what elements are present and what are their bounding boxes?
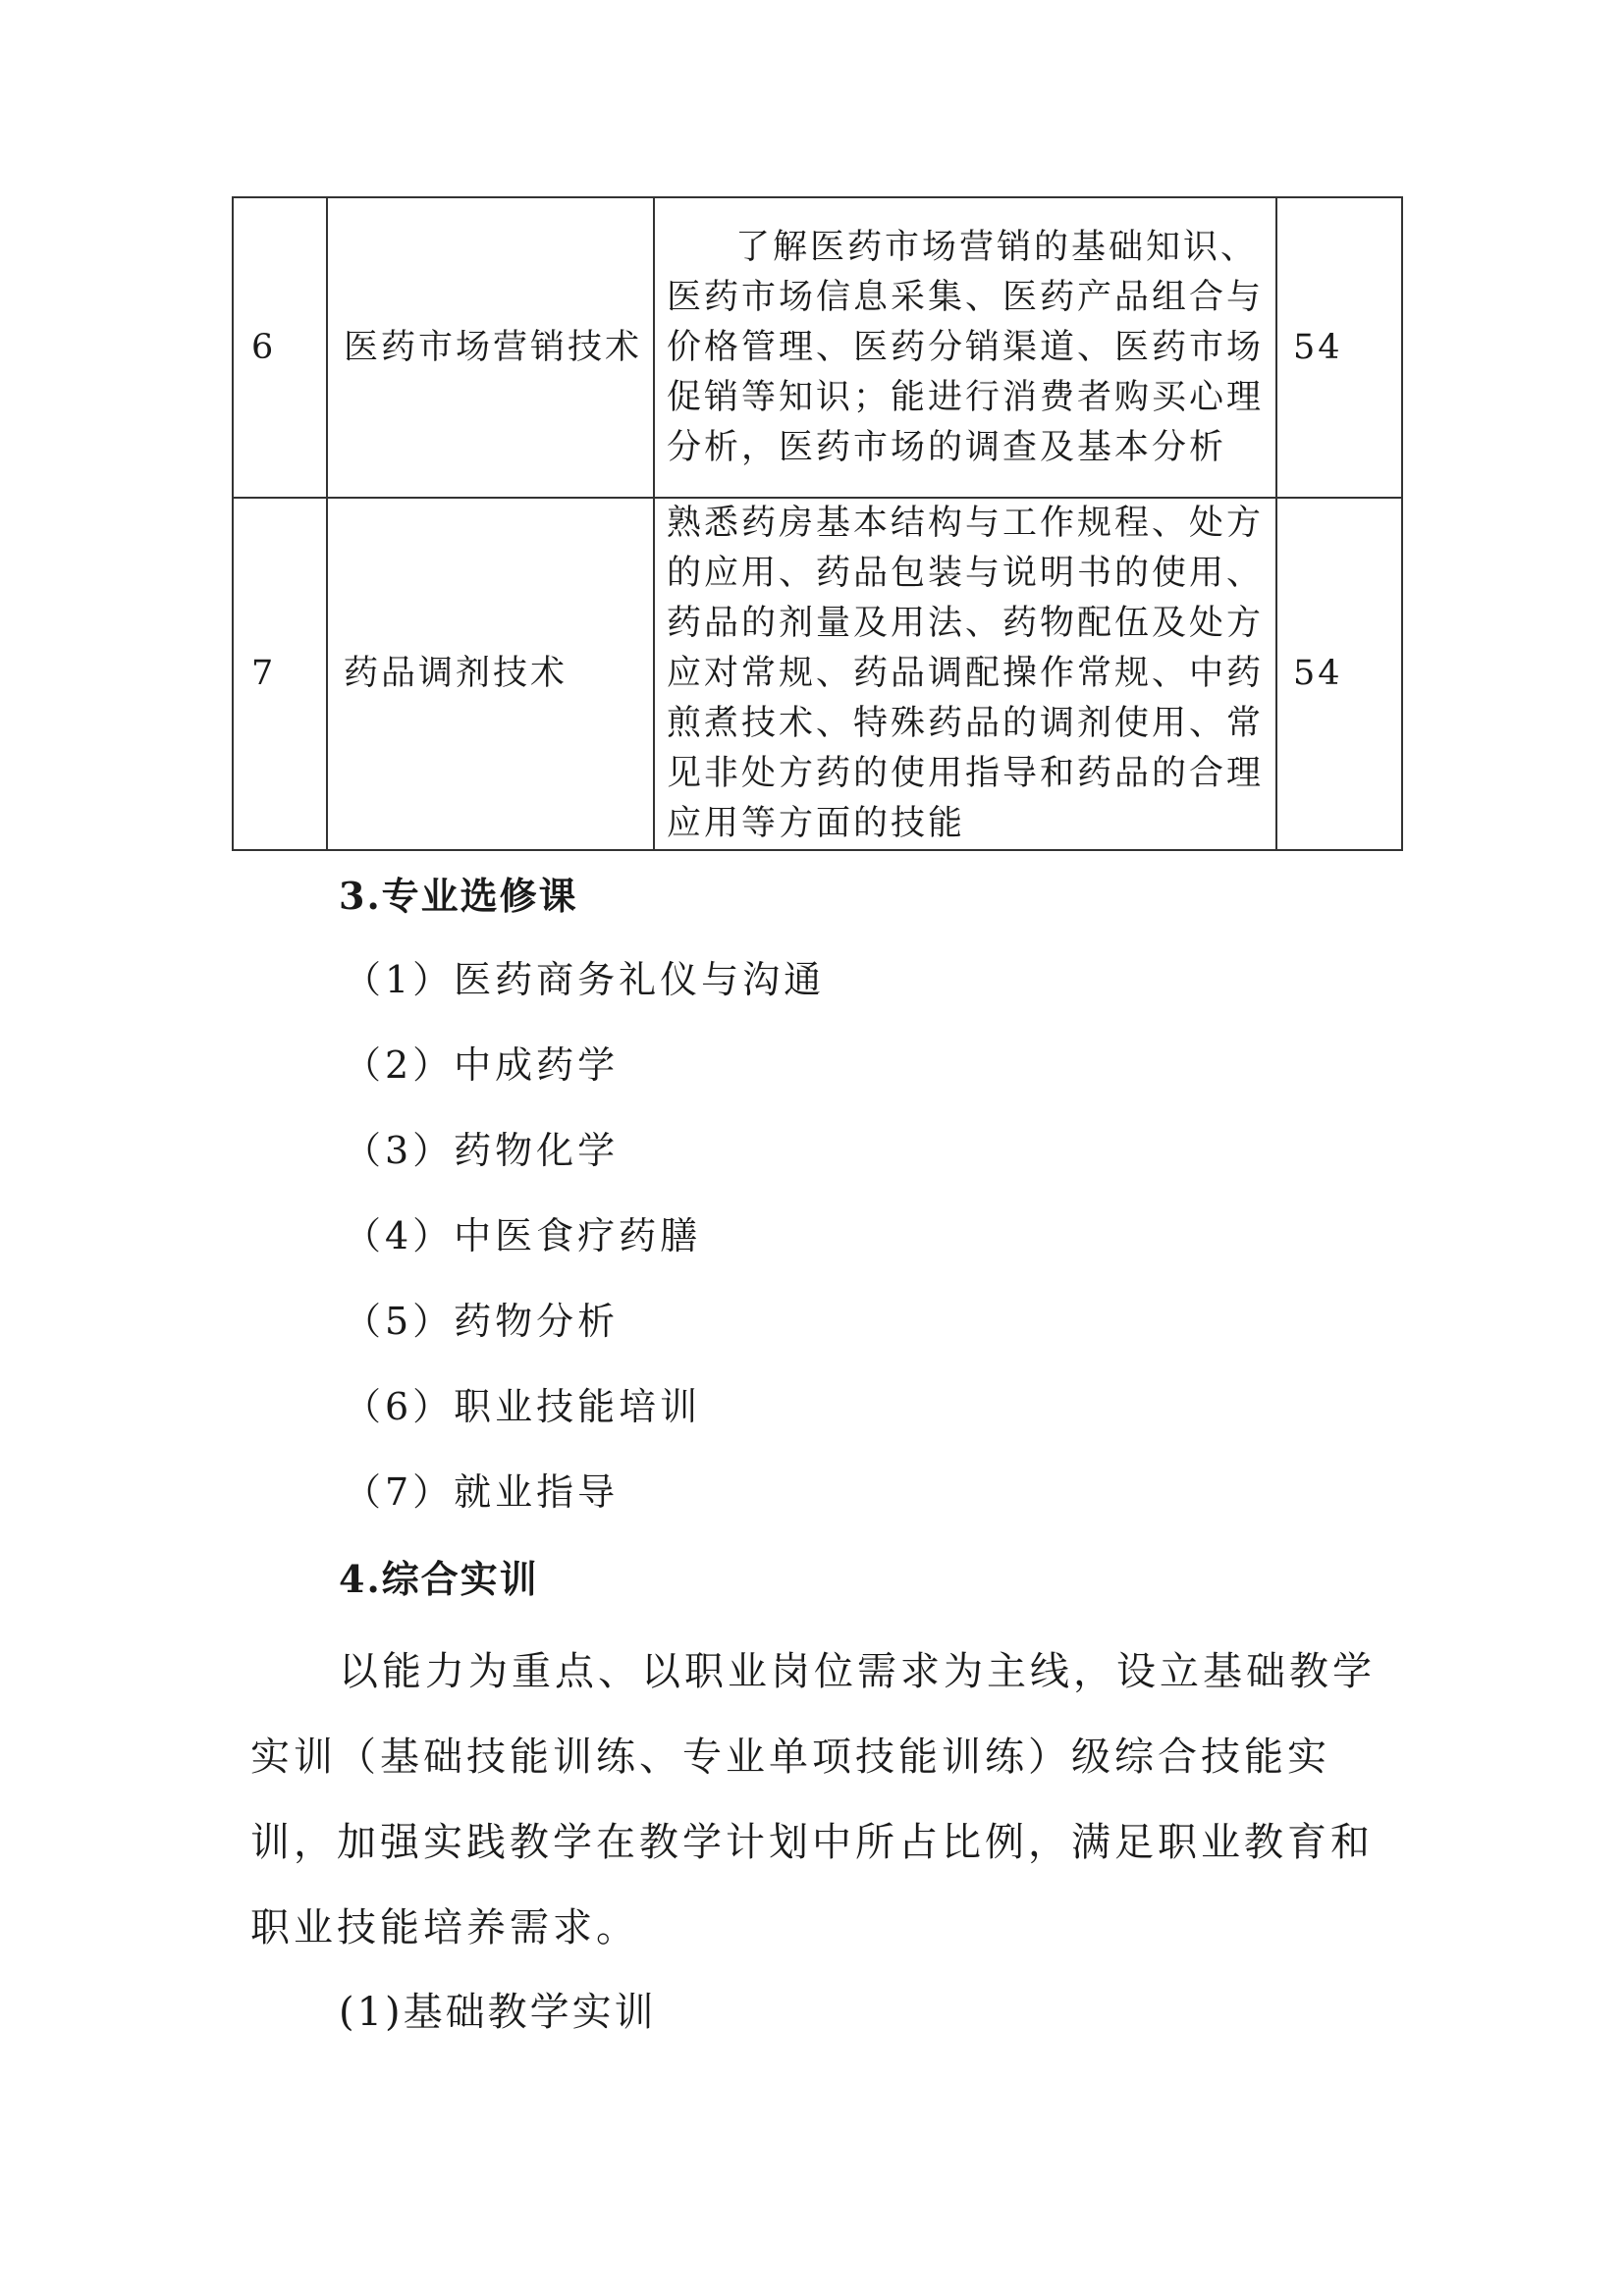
list-item: （3）药物化学 bbox=[344, 1129, 620, 1172]
section-heading-electives: 3.专业选修课 bbox=[339, 874, 578, 918]
list-item: （5）药物分析 bbox=[344, 1300, 620, 1343]
course-number: 6 bbox=[233, 197, 327, 498]
list-item: （1）医药商务礼仪与沟通 bbox=[344, 958, 826, 1001]
table-row bbox=[233, 498, 1402, 850]
list-item: （6）职业技能培训 bbox=[344, 1385, 702, 1428]
course-name: 医药市场营销技术 bbox=[327, 197, 654, 498]
list-item: （2）中成药学 bbox=[344, 1043, 620, 1087]
course-number: 7 bbox=[233, 498, 327, 850]
elective-course-list bbox=[344, 950, 825, 1548]
table-row bbox=[233, 197, 1402, 498]
list-item: （4）中医食疗药膳 bbox=[344, 1214, 702, 1257]
course-hours: 54 bbox=[1276, 197, 1402, 498]
course-description: 了解医药市场营销的基础知识、医药市场信息采集、医药产品组合与价格管理、医药分销渠道、医药市场促销等知识；能进行消费者购买心理分析，医药市场的调查及基本分析 bbox=[654, 197, 1276, 498]
course-name: 药品调剂技术 bbox=[327, 498, 654, 850]
course-description: 熟悉药房基本结构与工作规程、处方的应用、药品包装与说明书的使用、药品的剂量及用法、药物配伍及处方应对常规、药品调配操作常规、中药煎煮技术、特殊药品的调剂使用、常见非处方药的使用指导和药品的合理应用等方面的技能 bbox=[654, 498, 1276, 850]
course-table bbox=[232, 196, 1403, 851]
section-heading-training: 4.综合实训 bbox=[339, 1557, 539, 1601]
list-item: （7）就业指导 bbox=[344, 1470, 620, 1514]
course-hours: 54 bbox=[1276, 498, 1402, 850]
body-paragraph bbox=[250, 1629, 1389, 1971]
sub-heading-basic-training: (1)基础教学实训 bbox=[339, 1990, 657, 2035]
paragraph-text: 以能力为重点、以职业岗位需求为主线，设立基础教学实训（基础技能训练、专业单项技能训练）级综合技能实训，加强实践教学在教学计划中所占比例，满足职业教育和职业技能培养需求。 bbox=[250, 1649, 1376, 1950]
